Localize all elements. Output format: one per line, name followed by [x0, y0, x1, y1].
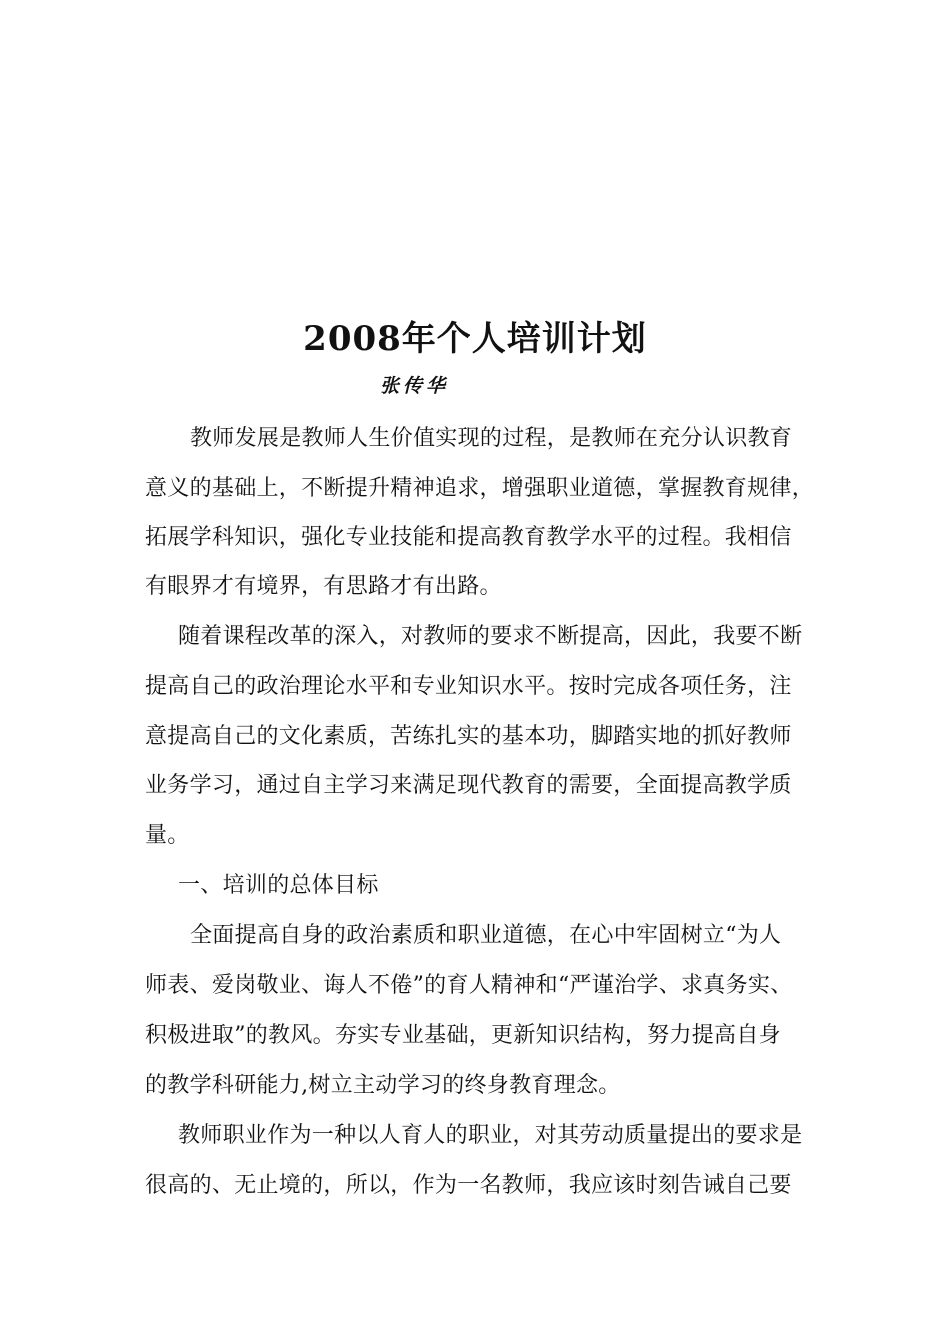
section-heading: 一、培训的总体目标: [178, 873, 379, 898]
paragraph-line: 全面提高自身的政治素质和职业道德，在心中牢固树立“为人: [190, 923, 782, 948]
paragraph-line: 随着课程改革的深入，对教师的要求不断提高，因此，我要不断: [178, 624, 803, 649]
paragraph-line: 教师发展是教师人生价值实现的过程，是教师在充分认识教育: [190, 426, 793, 451]
paragraph-line: 的教学科研能力,树立主动学习的终身教育理念。: [145, 1073, 621, 1098]
paragraph-line: 有眼界才有境界，有思路才有出路。: [145, 574, 502, 599]
paragraph-line: 意提高自己的文化素质，苦练扎实的基本功，脚踏实地的抓好教师: [145, 724, 792, 749]
paragraph-line: 业务学习，通过自主学习来满足现代教育的需要，全面提高教学质: [145, 773, 792, 798]
author-name: 张传华: [380, 375, 450, 397]
paragraph-line: 积极进取”的教风。夯实专业基础，更新知识结构，努力提高自身: [145, 1023, 781, 1048]
paragraph-line: 很高的、无止境的，所以，作为一名教师，我应该时刻告诫自己要: [145, 1173, 792, 1198]
paragraph-line: 量。: [145, 823, 190, 848]
paragraph-line: 提高自己的政治理论水平和专业知识水平。按时完成各项任务，注: [145, 674, 792, 699]
document-title: 2008年个人培训计划: [303, 319, 647, 359]
paragraph-line: 拓展学科知识，强化专业技能和提高教育教学水平的过程。我相信: [145, 525, 792, 550]
paragraph-line: 师表、爱岗敬业、诲人不倦”的育人精神和“严谨治学、求真务实、: [145, 973, 793, 998]
paragraph-line: 教师职业作为一种以人育人的职业，对其劳动质量提出的要求是: [178, 1123, 803, 1148]
paragraph-line: 意义的基础上，不断提升精神追求，增强职业道德，掌握教育规律，: [145, 476, 815, 501]
